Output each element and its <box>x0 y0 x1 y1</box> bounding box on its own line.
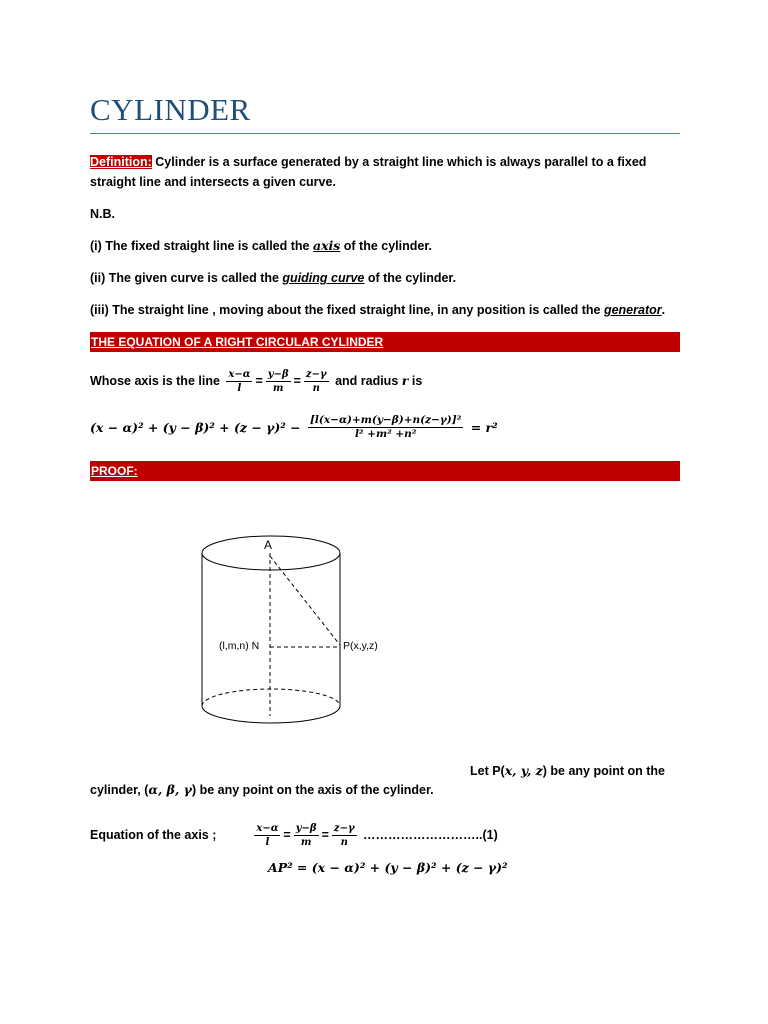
axis-line-statement: Whose axis is the line $\frac{x-\alpha}{l}$ = $\frac{y-\beta}{m}$ = $\frac{z-\gamma}{n}$ and radius r is <box>90 369 423 395</box>
let-text-line1: Let P(x, y, z) be any point on the <box>470 763 665 778</box>
fraction-z: $\frac{z-\gamma}{n}$ <box>305 369 327 395</box>
point-guiding-curve: (ii) The given curve is called the guiding curve of the cylinder. <box>90 271 457 285</box>
page-title: CYLINDER <box>90 92 251 127</box>
point-axis: (i) The fixed straight line is called the axis of the cylinder. <box>90 238 432 253</box>
cylinder-bottom-back <box>202 689 340 706</box>
section-heading-proof: PROOF: <box>90 461 680 481</box>
let-text-line2: cylinder, (α, β, γ) be any point on the axis of the cylinder. <box>90 782 434 797</box>
label-n: (l,m,n) N <box>219 640 260 652</box>
axis-equation: Equation of the axis ; $\frac{x-\alpha}{l}$ = $\frac{y-\beta}{m}$ = $\frac{z-\gamma}{n}$ ………………………..(1) <box>90 823 498 849</box>
generator-term: generator <box>603 303 662 317</box>
line-ap <box>270 556 340 645</box>
fraction-y: $\frac{y-\beta}{m}$ <box>267 369 289 395</box>
definition-text: Cylinder is a surface generated by a straight line which is always parallel to a fixed straight line and intersects a given curve. <box>90 155 647 189</box>
ap-squared-equation: AP² = (x − α)² + (y − β)² + (z − γ)² <box>268 860 508 875</box>
nb-label: N.B. <box>90 207 115 221</box>
fraction-x: $\frac{x-\alpha}{l}$ <box>228 369 251 395</box>
section-heading-equation: THE EQUATION OF A RIGHT CIRCULAR CYLINDER <box>90 332 680 352</box>
axis-term: axis <box>312 238 341 253</box>
label-a: A <box>264 538 273 552</box>
radius-symbol: r <box>401 373 409 388</box>
cylinder-bottom-front <box>202 706 340 723</box>
definition-tag: Definition: <box>90 155 152 169</box>
label-p: P(x,y,z) <box>343 640 378 652</box>
guiding-curve-term: guiding curve <box>282 271 365 285</box>
point-generator: (iii) The straight line , moving about the fixed straight line, in any position is called the generator. <box>90 303 666 317</box>
cylinder-equation: (x − α)² + (y − β)² + (z − γ)² − $\frac{\text{[l(x−α)+m(y−β)+n(z−γ)]²}}{\text{l² +m² +n²}}$ = r² <box>90 414 498 440</box>
